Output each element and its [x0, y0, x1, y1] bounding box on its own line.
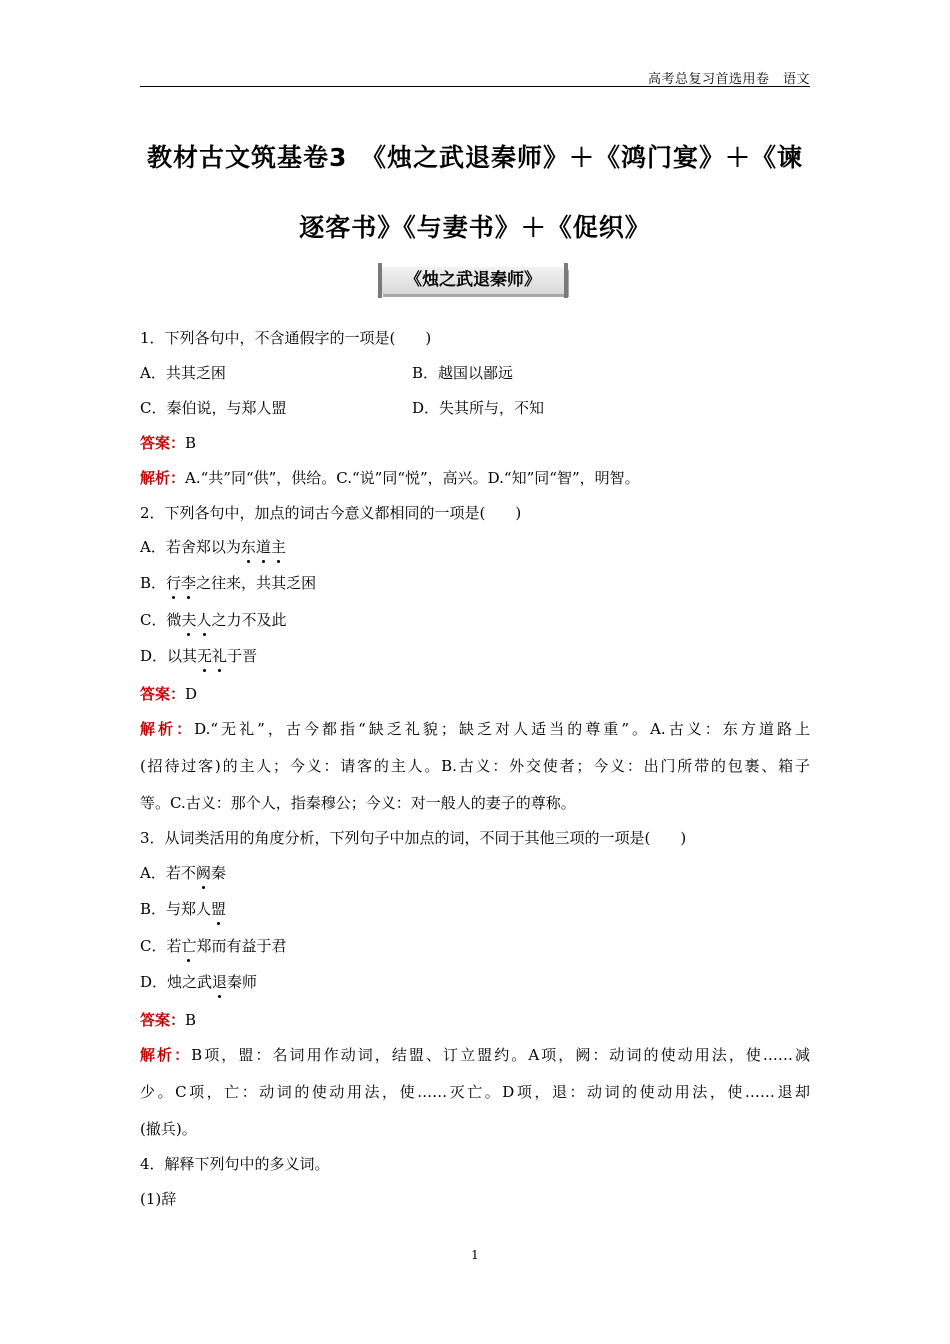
answer-label: 答案： [140, 685, 186, 703]
q2-answer [140, 683, 197, 704]
q2-option-a [140, 536, 286, 557]
q1-analysis-text: A.“共”同“供”，供给。C.“说”同“悦”，高兴。D.“知”同“智”，明智。 [185, 469, 640, 487]
q2-option-b [140, 572, 316, 593]
q3-option-c [140, 935, 287, 956]
dotted-char: 夫 [181, 611, 197, 629]
section-banner-label: 《烛之武退秦师》 [405, 270, 541, 290]
q3-answer [140, 1009, 196, 1030]
q1-option-a: A．共其乏困 [140, 364, 226, 382]
answer-label: 答案： [140, 434, 186, 452]
q2-analysis-line1 [140, 718, 810, 739]
q3-answer-value: B [185, 1011, 197, 1029]
q2-a-text: A．若舍郑以为 [140, 538, 241, 556]
dotted-char: 无 [197, 647, 213, 665]
q3-c-text: C．若 [140, 937, 182, 955]
section-banner [378, 263, 568, 297]
q2-d-text-post: 于晋 [227, 647, 258, 665]
q1-stem: 1．下列各句中，不含通假字的一项是( ) [140, 329, 432, 347]
q3-analysis-text1: B项，盟：名词用作动词，结盟、订立盟约。A项，阙：动词的使动用法，使……减 [191, 1046, 810, 1064]
q1-answer [140, 432, 196, 453]
q3-a-text: A．若不 [140, 864, 196, 882]
q4-sub1: (1)辞 [140, 1190, 177, 1208]
q3-a-text-post: 秦 [210, 864, 226, 882]
q1-answer-value: B [185, 434, 197, 452]
q2-c-text: C．微 [140, 611, 182, 629]
q3-option-d [140, 971, 257, 992]
q2-b-text-post: 之往来，共其乏困 [196, 574, 317, 592]
answer-label: 答案： [140, 1011, 186, 1029]
q2-stem: 2．下列各句中，加点的词古今意义都相同的一项是( ) [140, 504, 522, 522]
q2-b-text: B． [140, 574, 167, 592]
dotted-char: 东 [240, 538, 256, 556]
dotted-char: 主 [270, 538, 286, 556]
dotted-char: 道 [255, 538, 271, 556]
q3-b-text: B．与郑人 [140, 900, 212, 918]
dotted-char: 阙 [195, 864, 211, 882]
dotted-char: 行 [166, 574, 182, 592]
q3-analysis-line2: 少。C项，亡：动词的使动用法，使……灭亡。D项，退：动词的使动用法，使……退却 [140, 1083, 810, 1101]
q3-d-text: D．烛之武 [140, 973, 213, 991]
q1-analysis [140, 467, 640, 488]
running-header: 高考总复习首选用卷 语文 [647, 72, 810, 87]
q3-stem: 3．从词类活用的角度分析，下列句子中加点的词，不同于其他三项的一项是( ) [140, 829, 687, 847]
q2-option-c [140, 609, 287, 630]
q4-stem: 4．解释下列句中的多义词。 [140, 1155, 330, 1173]
analysis-label: 解析： [140, 1046, 192, 1064]
q2-analysis-line3: 等。C.古义：那个人，指秦穆公；今义：对一般人的妻子的尊称。 [140, 794, 576, 812]
dotted-char: 李 [181, 574, 197, 592]
page-title-line1: 教材古文筑基卷3 《烛之武退秦师》＋《鸿门宴》＋《谏 [147, 143, 803, 172]
q2-c-text-post: 之力不及此 [211, 611, 287, 629]
analysis-label: 解析： [140, 720, 195, 738]
q1-option-d: D．失其所与，不知 [412, 399, 545, 417]
q3-option-b [140, 898, 226, 919]
q3-analysis-line3: (撤兵)。 [140, 1120, 197, 1138]
page-number: 1 [471, 1248, 479, 1262]
q3-c-text-post: 郑而有益于君 [196, 937, 287, 955]
header-rule [140, 86, 810, 87]
q3-analysis-line1 [140, 1044, 810, 1065]
q3-d-text-post: 秦师 [227, 973, 258, 991]
dotted-char: 退 [212, 973, 228, 991]
q2-analysis-text1: D.“无礼”，古今都指“缺乏礼貌；缺乏对人适当的尊重”。A.古义：东方道路上 [194, 720, 810, 738]
q2-analysis-line2: (招待过客)的主人；今义：请客的主人。B.古义：外交使者；今义：出门所带的包裹、箱子 [140, 757, 810, 775]
dotted-char: 盟 [211, 900, 227, 918]
q3-option-a [140, 862, 226, 883]
q1-option-b: B．越国以鄙远 [412, 364, 514, 382]
dotted-char: 人 [196, 611, 212, 629]
q1-option-c: C．秦伯说，与郑人盟 [140, 399, 287, 417]
q2-option-d [140, 645, 257, 666]
dotted-char: 礼 [212, 647, 228, 665]
analysis-label: 解析： [140, 469, 186, 487]
dotted-char: 亡 [181, 937, 197, 955]
page-title-line2: 逐客书》《与妻书》＋《促织》 [299, 213, 651, 242]
q2-answer-value: D [185, 685, 198, 703]
q2-d-text: D．以其 [140, 647, 198, 665]
